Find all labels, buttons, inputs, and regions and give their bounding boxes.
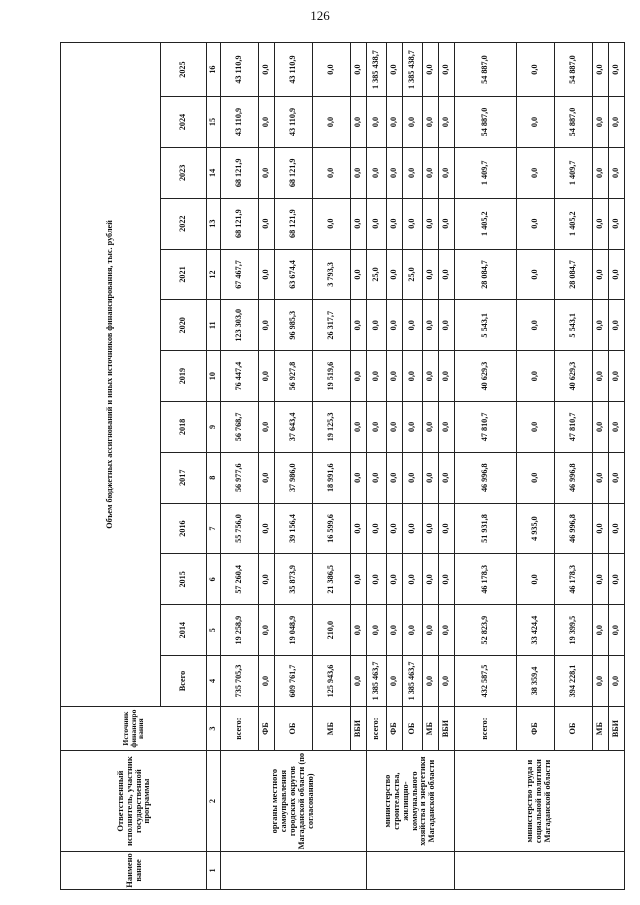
year-value-cell: 0,0 [351, 605, 367, 656]
year-value-cell: 0,0 [403, 300, 423, 351]
source-cell: МБ [423, 706, 439, 750]
year-value-cell: 0,0 [351, 300, 367, 351]
year-value-cell: 56 768,7 [221, 402, 259, 453]
year-value-cell: 0,0 [423, 198, 439, 249]
source-cell: ОБ [555, 706, 593, 750]
year-value-cell: 40 629,3 [455, 351, 517, 402]
year-value-cell: 43 110,9 [275, 97, 313, 148]
year-value-cell: 3 793,3 [313, 249, 351, 300]
year-value-cell: 0,0 [387, 300, 403, 351]
year-value-cell: 28 084,7 [555, 249, 593, 300]
year-value-cell: 0,0 [593, 503, 609, 554]
year-value-cell: 0,0 [387, 147, 403, 198]
year-value-cell: 0,0 [423, 351, 439, 402]
year-value-cell: 1 385 438,7 [367, 43, 387, 97]
source-cell: ОБ [403, 706, 423, 750]
table-row [367, 43, 387, 890]
year-value-cell: 19 048,9 [275, 605, 313, 656]
total-value-cell: 125 943,6 [313, 656, 351, 707]
year-value-cell: 0,0 [439, 43, 455, 97]
year-value-cell: 46 996,8 [555, 503, 593, 554]
source-cell: ВБИ [439, 706, 455, 750]
year-value-cell: 0,0 [351, 97, 367, 148]
year-value-cell: 0,0 [593, 198, 609, 249]
source-cell: ОБ [275, 706, 313, 750]
table-row [455, 43, 517, 890]
year-value-cell: 0,0 [593, 351, 609, 402]
year-value-cell: 0,0 [423, 249, 439, 300]
column-number: 7 [207, 503, 221, 554]
column-number: 9 [207, 402, 221, 453]
year-value-cell: 0,0 [367, 351, 387, 402]
year-value-cell: 67 467,7 [221, 249, 259, 300]
column-number: 8 [207, 452, 221, 503]
year-value-cell: 0,0 [403, 147, 423, 198]
year-value-cell: 0,0 [367, 554, 387, 605]
year-value-cell: 0,0 [609, 554, 625, 605]
source-cell: ФБ [517, 706, 555, 750]
year-value-cell: 1 405,2 [455, 198, 517, 249]
program-name-cell [455, 851, 625, 889]
executor-cell: министерство строительства, жилищно-коммунального хозяйства и энергетики Магаданской области [367, 751, 455, 852]
year-value-cell: 0,0 [259, 300, 275, 351]
header-year: 2022 [161, 198, 207, 249]
year-value-cell: 28 084,7 [455, 249, 517, 300]
year-value-cell: 0,0 [313, 198, 351, 249]
year-value-cell: 68 121,9 [275, 198, 313, 249]
year-value-cell: 0,0 [593, 300, 609, 351]
year-value-cell: 210,0 [313, 605, 351, 656]
header-year: 2024 [161, 97, 207, 148]
year-value-cell: 51 931,8 [455, 503, 517, 554]
year-value-cell: 0,0 [387, 97, 403, 148]
year-value-cell: 0,0 [517, 351, 555, 402]
year-value-cell: 0,0 [609, 351, 625, 402]
year-value-cell: 43 110,9 [221, 43, 259, 97]
column-number: 6 [207, 554, 221, 605]
year-value-cell: 0,0 [387, 605, 403, 656]
year-value-cell: 0,0 [403, 198, 423, 249]
year-value-cell: 0,0 [423, 43, 439, 97]
year-value-cell: 0,0 [609, 605, 625, 656]
year-value-cell: 54 887,0 [555, 97, 593, 148]
year-value-cell: 63 674,4 [275, 249, 313, 300]
year-value-cell: 0,0 [367, 147, 387, 198]
year-value-cell: 0,0 [387, 198, 403, 249]
page-number: 126 [310, 8, 330, 23]
year-value-cell: 0,0 [423, 97, 439, 148]
executor-cell: органы местного самоуправления городских округов Магаданской области (по согласованию) [221, 751, 367, 852]
year-value-cell: 46 996,8 [555, 452, 593, 503]
year-value-cell: 0,0 [387, 554, 403, 605]
year-value-cell: 56 977,6 [221, 452, 259, 503]
header-year: 2017 [161, 452, 207, 503]
year-value-cell: 0,0 [517, 402, 555, 453]
year-value-cell: 0,0 [423, 605, 439, 656]
year-value-cell: 0,0 [387, 249, 403, 300]
year-value-cell: 47 810,7 [555, 402, 593, 453]
year-value-cell: 25,0 [403, 249, 423, 300]
year-value-cell: 68 121,9 [221, 198, 259, 249]
year-value-cell: 43 110,9 [221, 97, 259, 148]
year-value-cell: 0,0 [403, 97, 423, 148]
year-value-cell: 0,0 [259, 554, 275, 605]
source-cell: ФБ [387, 706, 403, 750]
year-value-cell: 0,0 [593, 97, 609, 148]
header-volume-title: Объем бюджетных ассигнований и иных источников финансирования, тыс. рублей [61, 43, 161, 707]
year-value-cell: 0,0 [367, 402, 387, 453]
year-value-cell: 19 258,9 [221, 605, 259, 656]
year-value-cell: 5 543,1 [555, 300, 593, 351]
total-value-cell: 1 385 463,7 [403, 656, 423, 707]
total-value-cell: 0,0 [387, 656, 403, 707]
year-value-cell: 0,0 [259, 351, 275, 402]
header-year: 2014 [161, 605, 207, 656]
total-value-cell: 609 761,7 [275, 656, 313, 707]
year-value-cell: 0,0 [259, 605, 275, 656]
year-value-cell: 54 887,0 [455, 43, 517, 97]
source-cell: МБ [593, 706, 609, 750]
year-value-cell: 0,0 [387, 452, 403, 503]
year-value-cell: 0,0 [259, 198, 275, 249]
year-value-cell: 0,0 [609, 300, 625, 351]
source-cell: ВБИ [609, 706, 625, 750]
year-value-cell: 0,0 [439, 97, 455, 148]
header-year: 2025 [161, 43, 207, 97]
program-name-cell [367, 851, 455, 889]
year-value-cell: 0,0 [593, 554, 609, 605]
year-value-cell: 68 121,9 [275, 147, 313, 198]
year-value-cell: 0,0 [439, 249, 455, 300]
total-value-cell: 0,0 [259, 656, 275, 707]
year-value-cell: 0,0 [439, 147, 455, 198]
year-value-cell: 0,0 [403, 452, 423, 503]
year-value-cell: 0,0 [439, 605, 455, 656]
year-value-cell: 0,0 [517, 198, 555, 249]
year-value-cell: 0,0 [517, 97, 555, 148]
column-number-row [207, 43, 221, 890]
year-value-cell: 0,0 [403, 503, 423, 554]
year-value-cell: 0,0 [517, 147, 555, 198]
year-value-cell: 0,0 [259, 503, 275, 554]
year-value-cell: 0,0 [593, 402, 609, 453]
column-number: 14 [207, 147, 221, 198]
year-value-cell: 55 756,0 [221, 503, 259, 554]
year-value-cell: 0,0 [609, 198, 625, 249]
year-value-cell: 0,0 [609, 452, 625, 503]
year-value-cell: 0,0 [313, 147, 351, 198]
year-value-cell: 0,0 [423, 147, 439, 198]
column-number: 16 [207, 43, 221, 97]
year-value-cell: 39 156,4 [275, 503, 313, 554]
year-value-cell: 19 125,3 [313, 402, 351, 453]
year-value-cell: 33 424,4 [517, 605, 555, 656]
year-value-cell: 19 519,6 [313, 351, 351, 402]
column-number: 13 [207, 198, 221, 249]
total-value-cell: 0,0 [609, 656, 625, 707]
year-value-cell: 0,0 [439, 402, 455, 453]
source-cell: всего: [221, 706, 259, 750]
total-value-cell: 38 359,4 [517, 656, 555, 707]
year-value-cell: 0,0 [609, 43, 625, 97]
header-year: 2015 [161, 554, 207, 605]
year-value-cell: 1 409,7 [455, 147, 517, 198]
year-value-cell: 0,0 [439, 503, 455, 554]
year-value-cell: 0,0 [517, 249, 555, 300]
column-number: 4 [207, 656, 221, 707]
year-value-cell: 0,0 [351, 351, 367, 402]
year-value-cell: 0,0 [351, 198, 367, 249]
year-value-cell: 37 986,0 [275, 452, 313, 503]
total-value-cell: 432 587,5 [455, 656, 517, 707]
year-value-cell: 0,0 [367, 452, 387, 503]
year-value-cell: 0,0 [367, 503, 387, 554]
year-value-cell: 0,0 [517, 554, 555, 605]
year-value-cell: 25,0 [367, 249, 387, 300]
year-value-cell: 35 873,9 [275, 554, 313, 605]
table-row [221, 43, 259, 890]
year-value-cell: 21 386,5 [313, 554, 351, 605]
header-name: Наименование [61, 851, 207, 889]
total-value-cell: 394 228,1 [555, 656, 593, 707]
year-value-cell: 0,0 [403, 605, 423, 656]
year-value-cell: 0,0 [439, 300, 455, 351]
year-value-cell: 0,0 [259, 249, 275, 300]
year-value-cell: 1 409,7 [555, 147, 593, 198]
year-value-cell: 57 260,4 [221, 554, 259, 605]
year-value-cell: 0,0 [609, 402, 625, 453]
year-value-cell: 54 887,0 [455, 97, 517, 148]
year-value-cell: 26 317,7 [313, 300, 351, 351]
header-year: 2021 [161, 249, 207, 300]
year-value-cell: 0,0 [387, 43, 403, 97]
year-value-cell: 0,0 [259, 452, 275, 503]
year-value-cell: 0,0 [423, 452, 439, 503]
year-value-cell: 0,0 [387, 351, 403, 402]
year-value-cell: 0,0 [593, 147, 609, 198]
year-value-cell: 0,0 [609, 503, 625, 554]
year-value-cell: 47 810,7 [455, 402, 517, 453]
year-value-cell: 0,0 [351, 452, 367, 503]
total-value-cell: 0,0 [593, 656, 609, 707]
header-year: 2020 [161, 300, 207, 351]
source-cell: всего: [455, 706, 517, 750]
year-value-cell: 0,0 [439, 198, 455, 249]
year-value-cell: 0,0 [403, 351, 423, 402]
year-value-cell: 46 178,3 [455, 554, 517, 605]
header-year: 2019 [161, 351, 207, 402]
rotated-table-container [60, 42, 621, 890]
table-body [61, 43, 625, 890]
year-value-cell: 46 996,8 [455, 452, 517, 503]
year-value-cell: 0,0 [609, 249, 625, 300]
year-value-cell: 0,0 [351, 402, 367, 453]
year-value-cell: 0,0 [517, 452, 555, 503]
executor-cell: министерство труда и социальной политики Магаданской области [455, 751, 625, 852]
total-value-cell: 0,0 [439, 656, 455, 707]
year-value-cell: 0,0 [259, 147, 275, 198]
year-value-cell: 0,0 [593, 249, 609, 300]
year-value-cell: 0,0 [351, 147, 367, 198]
column-number: 12 [207, 249, 221, 300]
year-value-cell: 0,0 [593, 605, 609, 656]
year-value-cell: 4 935,0 [517, 503, 555, 554]
year-value-cell: 0,0 [439, 452, 455, 503]
year-value-cell: 40 629,3 [555, 351, 593, 402]
year-value-cell: 1 405,2 [555, 198, 593, 249]
year-value-cell: 0,0 [259, 402, 275, 453]
year-value-cell: 0,0 [403, 554, 423, 605]
program-name-cell [221, 851, 367, 889]
year-value-cell: 0,0 [423, 554, 439, 605]
year-value-cell: 76 447,4 [221, 351, 259, 402]
year-value-cell: 52 823,9 [455, 605, 517, 656]
year-value-cell: 0,0 [387, 503, 403, 554]
column-number: 1 [207, 851, 221, 889]
year-value-cell: 37 643,4 [275, 402, 313, 453]
year-value-cell: 123 303,0 [221, 300, 259, 351]
year-value-cell: 16 599,6 [313, 503, 351, 554]
year-value-cell: 0,0 [609, 147, 625, 198]
year-value-cell: 0,0 [351, 249, 367, 300]
year-value-cell: 0,0 [259, 97, 275, 148]
source-cell: ВБИ [351, 706, 367, 750]
year-value-cell: 43 110,9 [275, 43, 313, 97]
source-cell: МБ [313, 706, 351, 750]
header-source: Источник финансирования [61, 706, 207, 750]
column-number: 11 [207, 300, 221, 351]
year-value-cell: 0,0 [403, 402, 423, 453]
total-value-cell: 1 385 463,7 [367, 656, 387, 707]
year-value-cell: 0,0 [313, 97, 351, 148]
column-number: 10 [207, 351, 221, 402]
year-value-cell: 0,0 [517, 43, 555, 97]
year-value-cell: 0,0 [313, 43, 351, 97]
year-value-cell: 0,0 [439, 554, 455, 605]
column-number: 3 [207, 706, 221, 750]
header-year: 2023 [161, 147, 207, 198]
year-value-cell: 0,0 [351, 503, 367, 554]
year-value-cell: 0,0 [367, 300, 387, 351]
financing-table [60, 42, 625, 890]
year-value-cell: 0,0 [439, 351, 455, 402]
column-number: 15 [207, 97, 221, 148]
year-value-cell: 0,0 [609, 97, 625, 148]
year-value-cell: 96 985,3 [275, 300, 313, 351]
year-value-cell: 0,0 [423, 503, 439, 554]
year-value-cell: 0,0 [351, 43, 367, 97]
year-value-cell: 19 399,5 [555, 605, 593, 656]
year-value-cell: 0,0 [593, 452, 609, 503]
year-value-cell: 0,0 [259, 43, 275, 97]
total-value-cell: 0,0 [351, 656, 367, 707]
year-value-cell: 54 887,0 [555, 43, 593, 97]
total-value-cell: 735 705,3 [221, 656, 259, 707]
year-value-cell: 0,0 [423, 300, 439, 351]
column-number: 2 [207, 751, 221, 852]
year-value-cell: 0,0 [367, 605, 387, 656]
header-total: Всего [161, 656, 207, 707]
header-year: 2016 [161, 503, 207, 554]
year-value-cell: 1 385 438,7 [403, 43, 423, 97]
header-executor: Ответственный исполнитель, участник государственной программы [61, 751, 207, 852]
year-value-cell: 0,0 [387, 402, 403, 453]
year-value-cell: 18 991,6 [313, 452, 351, 503]
year-value-cell: 0,0 [593, 43, 609, 97]
year-value-cell: 0,0 [351, 554, 367, 605]
year-value-cell: 0,0 [517, 300, 555, 351]
year-value-cell: 0,0 [367, 198, 387, 249]
source-cell: всего: [367, 706, 387, 750]
year-value-cell: 56 927,8 [275, 351, 313, 402]
year-value-cell: 0,0 [423, 402, 439, 453]
year-value-cell: 0,0 [367, 97, 387, 148]
header-year: 2018 [161, 402, 207, 453]
year-value-cell: 68 121,9 [221, 147, 259, 198]
year-value-cell: 46 178,3 [555, 554, 593, 605]
total-value-cell: 0,0 [423, 656, 439, 707]
year-value-cell: 5 543,1 [455, 300, 517, 351]
source-cell: ФБ [259, 706, 275, 750]
column-number: 5 [207, 605, 221, 656]
